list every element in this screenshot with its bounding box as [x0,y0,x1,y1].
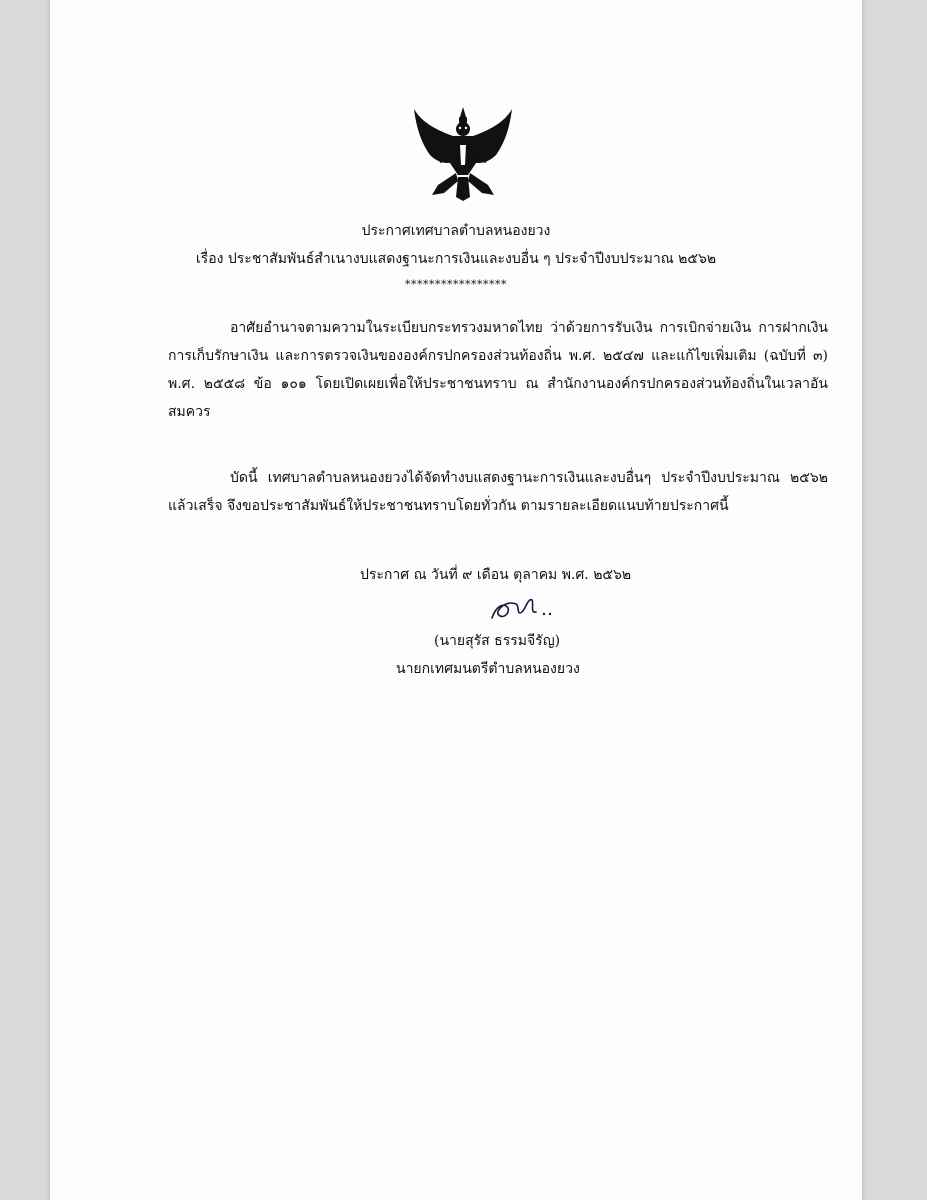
announcement-subject: เรื่อง ประชาสัมพันธ์สำเนางบแสดงฐานะการเงินและงบอื่น ๆ ประจำปีงบประมาณ ๒๕๖๒ [195,251,717,267]
document-page [50,0,862,1200]
signer-title: นายกเทศมนตรีตำบลหนองยวง [396,661,580,677]
announcement-date: ประกาศ ณ วันที่ ๙ เดือน ตุลาคม พ.ศ. ๒๕๖๒ [360,567,632,583]
garuda-emblem-icon [408,103,518,203]
separator-line: ***************** [405,278,507,291]
announcement-title: ประกาศเทศบาลตำบลหนองยวง [361,223,551,239]
handwritten-signature-icon [486,592,566,626]
body-paragraph-1: อาศัยอำนาจตามความในระเบียบกระทรวงมหาดไทย ว่าด้วยการรับเงิน การเบิกจ่ายเงิน การฝากเงิน การเก็บรักษาเงิน และการตรวจเงินขององค์กรปกครองส่วนท้องถิ่น พ.ศ. ๒๕๔๗ และแก้ไขเพิ่มเติม (ฉบับที่ ๓) พ.ศ. ๒๕๕๘ ข้อ ๑๐๑ โดยเปิดเผยเพื่อให้ประชาชนทราบ ณ สำนักงานองค์กรปกครองส่วนท้องถิ่นในเวลาอันสมควร [168,320,828,420]
body-paragraph-2: บัดนี้ เทศบาลตำบลหนองยวงได้จัดทำงบแสดงฐานะการเงินและงบอื่นๆ ประจำปีงบประมาณ ๒๕๖๒ แล้วเสร็จ จึงขอประชาสัมพันธ์ให้ประชาชนทราบโดยทั่วกัน ตามรายละเอียดแนบท้ายประกาศนี้ [168,470,828,514]
signer-name: (นายสุรัส ธรรมจีรัญ) [434,633,561,649]
